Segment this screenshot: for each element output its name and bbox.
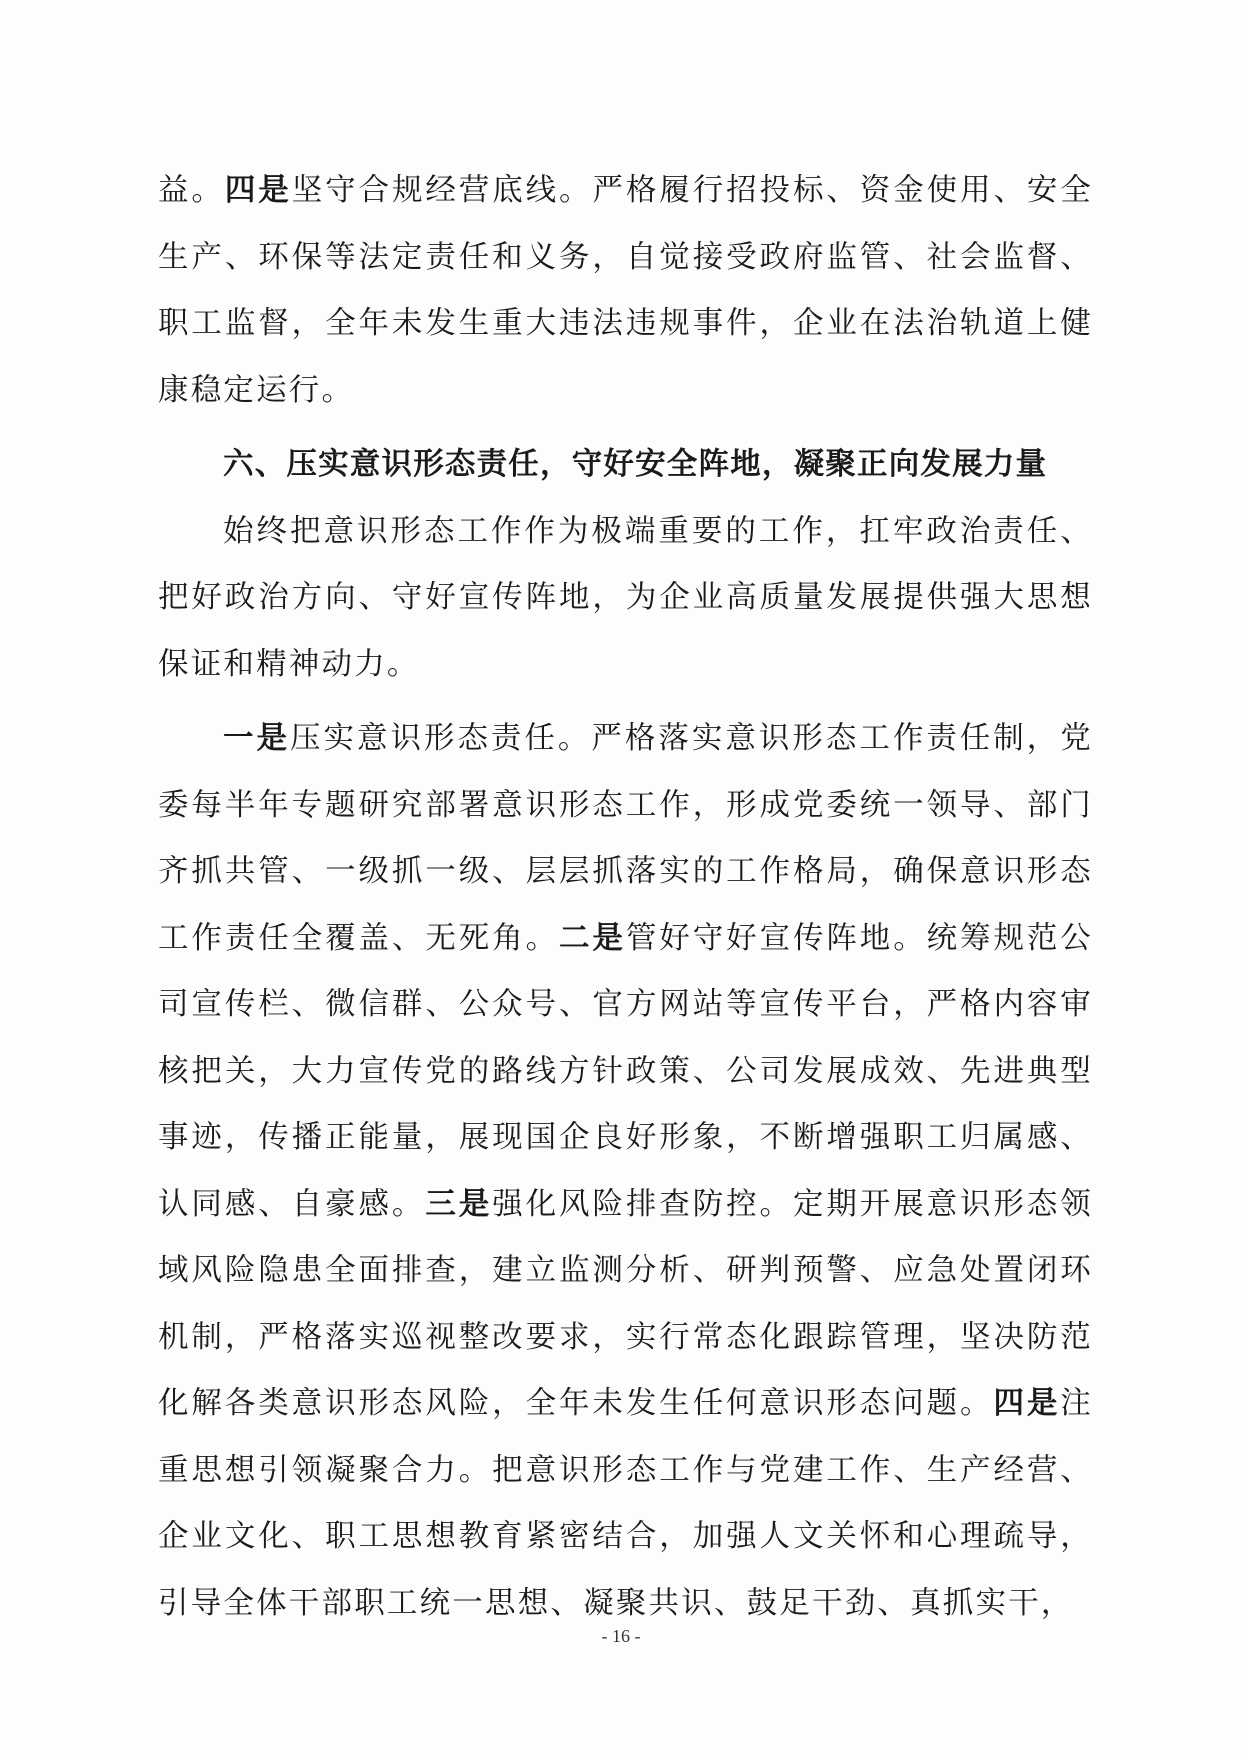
paragraph-gap	[158, 698, 1093, 706]
text-segment: 坚守合规经营底线。严格履行招投标、资金使用、安全生产、环保等法定责任和义务，自觉接受政府监管、社会监督、职工监督，全年未发生重大违法违规事件，企业在法治轨道上健康稳定运行。	[158, 173, 1093, 408]
paragraph-compliance	[158, 158, 1093, 424]
bold-marker: 二是	[559, 920, 626, 956]
paragraph-intro: 始终把意识形态工作作为极端重要的工作，扛牢政治责任、把好政治方向、守好宣传阵地，为企业高质量发展提供强大思想保证和精神动力。	[158, 513, 1093, 682]
bold-marker: 三是	[425, 1186, 493, 1222]
paragraph-gap	[158, 424, 1093, 432]
text-segment: 管好守好宣传阵地。统筹规范公司宣传栏、微信群、公众号、官方网站等宣传平台，严格内容审核把关，大力宣传党的路线方针政策、公司发展成效、先进典型事迹，传播正能量，展现国企良好形象，不断增强职工归属感、认同感、自豪感。	[158, 920, 1093, 1222]
text-segment: 强化风险排查防控。定期开展意识形态领域风险隐患全面排查，建立监测分析、研判预警、应急处置闭环机制，严格落实巡视整改要求，实行常态化跟踪管理，坚决防范化解各类意识形态风险，全年未发生任何意识形态问题。	[158, 1186, 1093, 1421]
section-heading: 六、压实意识形态责任，守好安全阵地，凝聚正向发展力量	[223, 447, 1048, 482]
bold-marker: 四是	[993, 1386, 1061, 1421]
document-body	[158, 158, 1093, 1637]
text-segment: 益。	[158, 173, 225, 208]
bold-marker: 一是	[223, 721, 290, 756]
text-segment: 压实意识形态责任。严格落实意识形态工作责任制，党委每半年专题研究部署意识形态工作，形成党委统一领导、部门齐抓共管、一级抓一级、层层抓落实的工作格局，确保意识形态工作责任全覆盖、无死角。	[158, 721, 1093, 956]
bold-marker: 四是	[224, 173, 292, 208]
paragraph-measures	[158, 706, 1093, 1637]
text-segment: 注重思想引领凝聚合力。把意识形态工作与党建工作、生产经营、企业文化、职工思想教育紧密结合，加强人文关怀和心理疏导，引导全体干部职工统一思想、凝聚共识、鼓足干劲、真抓实干，	[158, 1386, 1093, 1621]
page-number: - 16 -	[601, 1626, 641, 1646]
